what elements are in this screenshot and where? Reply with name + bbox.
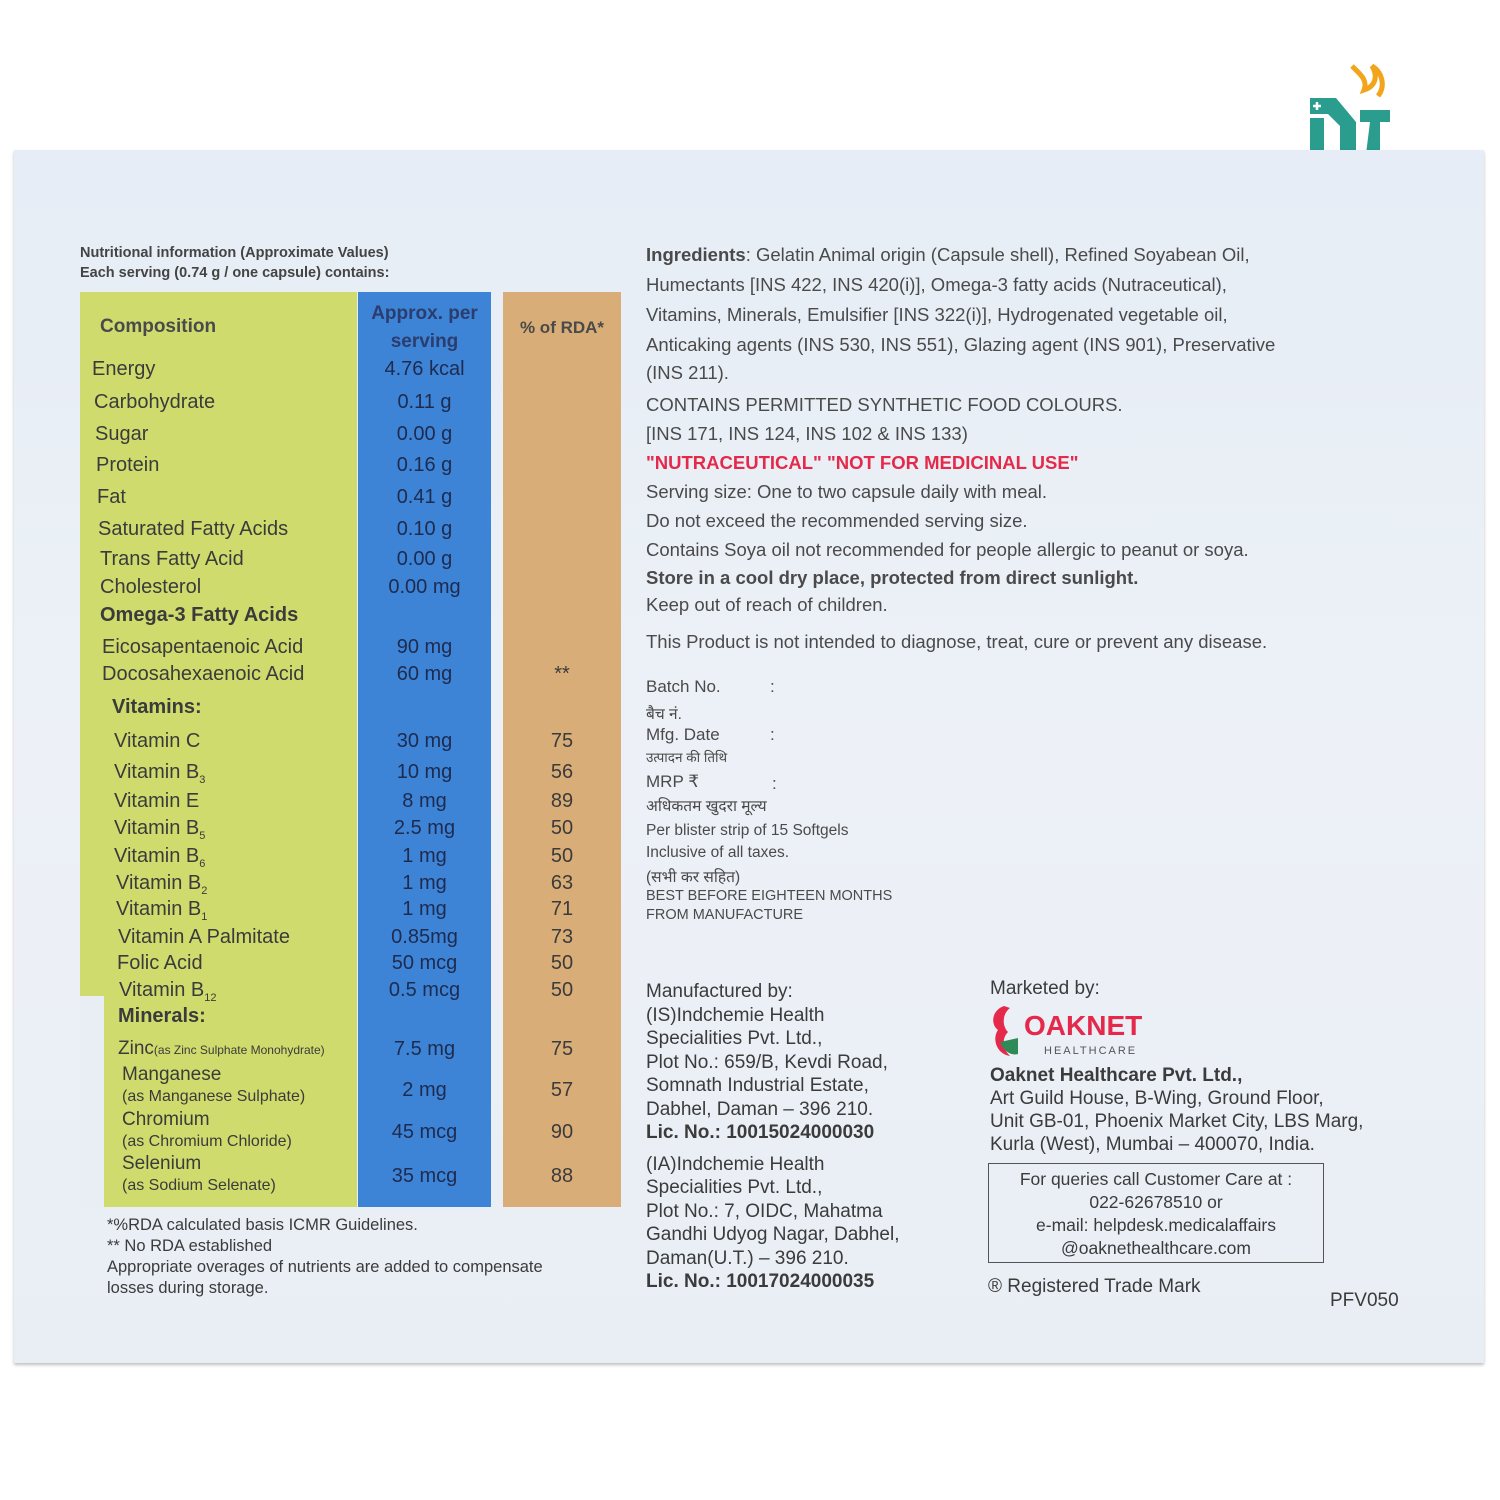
- nutrition-row: [0, 548, 640, 576]
- mineral-note: (as Manganese Sulphate): [122, 1088, 306, 1105]
- ingredients-line1: Ingredients: Gelatin Animal origin (Capsule shell), Refined Soyabean Oil,: [646, 244, 1250, 265]
- nutrition-row: [0, 663, 640, 691]
- nutrition-heading: [80, 243, 389, 283]
- nutraceutical-warning: "NUTRACEUTICAL" "NOT FOR MEDICINAL USE": [646, 452, 1079, 473]
- manufacturer-line: Dabhel, Daman – 396 210.: [646, 1098, 874, 1120]
- nutrient-name: Minerals:: [118, 1005, 206, 1027]
- mineral-value: 45 mcg: [391, 1121, 458, 1143]
- nutrition-row: [0, 790, 640, 818]
- nutrition-row: [0, 872, 640, 900]
- nutrient-name: Vitamin $B_6$: [114, 845, 206, 870]
- nutrient-value: 1 mg: [402, 845, 447, 867]
- approx-header-line1: Approx. per: [371, 303, 478, 324]
- customer-care-email: e-mail: helpdesk.medicalaffairs: [1036, 1215, 1276, 1235]
- nutrient-value: 0.00 mg: [388, 576, 461, 598]
- exceed-warning: Do not exceed the recommended serving size.: [646, 510, 1028, 531]
- footnote: ** No RDA established: [107, 1237, 273, 1255]
- nutrient-name: Energy: [92, 358, 156, 380]
- nutrient-name: Docosahexaenoic Acid: [102, 663, 305, 685]
- serving-size: Serving size: One to two capsule daily with meal.: [646, 481, 1048, 502]
- nutrient-rda: 56: [550, 761, 574, 783]
- nutrition-row: [0, 696, 640, 724]
- nutrition-row: [0, 391, 640, 419]
- nutrition-row: [0, 423, 640, 451]
- manufacturer-line: Plot No.: 7, OIDC, Mahatma: [646, 1200, 883, 1222]
- nutrition-row: [0, 604, 640, 632]
- nutrition-row: [0, 730, 640, 758]
- nutrient-name: Vitamin $B_3$: [114, 761, 206, 786]
- colours-ins: [INS 171, INS 124, INS 102 & INS 133): [646, 423, 968, 444]
- manufacturer-license: Lic. No.: 10015024000030: [646, 1122, 875, 1143]
- children-warning: Keep out of reach of children.: [646, 594, 888, 615]
- manufacturer-line: (IS)Indchemie Health: [646, 1004, 825, 1026]
- manufacturer-line: Specialities Pvt. Ltd.,: [646, 1177, 823, 1198]
- nutrient-subscript: 2: [201, 885, 208, 897]
- customer-care-box: [988, 1163, 1324, 1263]
- nutrition-heading-line2: Each serving (0.74 g / one capsule) contains:: [80, 265, 390, 281]
- nutrition-row: [0, 576, 640, 604]
- marketer-address-line: Unit GB-01, Phoenix Market City, LBS Marg,: [990, 1111, 1364, 1132]
- nutrient-value: 50 mcg: [391, 952, 458, 974]
- batch-label-hindi: बैच नं.: [646, 706, 682, 723]
- trademark-note: ® Registered Trade Mark: [988, 1276, 1201, 1297]
- mfg-date-hindi: उत्पादन की तिथि: [646, 750, 728, 765]
- nutrition-row: [0, 845, 640, 873]
- nutrient-value: 8 mg: [402, 790, 447, 812]
- nutrient-name: Folic Acid: [117, 952, 203, 974]
- nutrient-name: Vitamin $B_{12}$: [119, 979, 217, 1004]
- nutrient-value: 2.5 mg: [393, 817, 456, 839]
- nutrient-value: 1 mg: [402, 872, 447, 894]
- nutrient-rda: 75: [550, 730, 574, 752]
- nutrient-value: 0.85mg: [391, 926, 458, 948]
- nutrient-name: Saturated Fatty Acids: [98, 518, 289, 540]
- nutrient-value: 0.41 g: [396, 486, 453, 508]
- oaknet-logo: [990, 1002, 1170, 1060]
- nutrient-value: 0.00 g: [396, 423, 453, 445]
- batch-colon: :: [770, 677, 775, 696]
- mineral-label: Zinc: [118, 1038, 154, 1059]
- mineral-value: 2 mg: [402, 1079, 447, 1101]
- nutrient-name: Vitamins:: [112, 696, 202, 718]
- taxes-info: Inclusive of all taxes.: [646, 844, 790, 861]
- mineral-value: 7.5 mg: [393, 1038, 456, 1060]
- nutrient-value: 90 mg: [396, 636, 453, 658]
- manufacturer-line: Somnath Industrial Estate,: [646, 1075, 869, 1096]
- mineral-label: Chromium: [122, 1109, 210, 1130]
- nutrient-rda: 50: [550, 979, 574, 1001]
- manufacturer-line: Specialities Pvt. Ltd.,: [646, 1028, 823, 1049]
- soya-warning: Contains Soya oil not recommended for people allergic to peanut or soya.: [646, 539, 1249, 560]
- nutrient-subscript: 3: [199, 774, 206, 786]
- nutrition-row: [0, 486, 640, 514]
- marketer-company: Oaknet Healthcare Pvt. Ltd.,: [990, 1065, 1243, 1086]
- mineral-rda: 90: [550, 1121, 574, 1143]
- nutrient-value: 60 mg: [396, 663, 453, 685]
- mrp-label: MRP ₹: [646, 772, 700, 791]
- mfg-date-label: Mfg. Date: [646, 725, 720, 744]
- manufacturer-line: Daman(U.T.) – 396 210.: [646, 1247, 849, 1269]
- nutrition-row: [0, 761, 640, 789]
- taxes-hindi: (सभी कर सहित): [646, 869, 741, 886]
- nutrition-row: [0, 979, 640, 1007]
- mineral-rda: 57: [550, 1079, 574, 1101]
- oaknet-logo-text: OAKNET: [1024, 1010, 1143, 1041]
- customer-care-phone: 022-62678510 or: [1089, 1192, 1223, 1212]
- ingredients-label: Ingredients: [646, 244, 746, 265]
- nutrient-name: Vitamin C: [114, 730, 201, 752]
- mineral-value: 35 mcg: [391, 1165, 458, 1187]
- mineral-value-row: [0, 1165, 640, 1193]
- manufacturer-line: Gandhi Udyog Nagar, Dabhel,: [646, 1224, 900, 1245]
- nutrient-name: Vitamin $B_5$: [114, 817, 206, 842]
- marketer-title: Marketed by:: [990, 978, 1100, 999]
- nutrient-subscript: 12: [204, 992, 217, 1004]
- manufacturer-line: (IA)Indchemie Health: [646, 1153, 825, 1175]
- nutrition-heading-line1: Nutritional information (Approximate Values): [80, 245, 389, 261]
- nutrient-value: 0.00 g: [396, 548, 453, 570]
- nutrient-subscript: 1: [201, 911, 208, 923]
- nutrient-rda: 50: [550, 952, 574, 974]
- nutrient-name: Omega-3 Fatty Acids: [100, 604, 299, 626]
- footnote: *%RDA calculated basis ICMR Guidelines.: [107, 1216, 418, 1234]
- nutrient-name: Protein: [96, 454, 160, 476]
- nutrient-name: Cholesterol: [100, 576, 202, 598]
- mineral-label: Selenium: [122, 1153, 202, 1174]
- mineral-rda: 75: [550, 1038, 574, 1060]
- customer-care-line: For queries call Customer Care at :: [1019, 1169, 1293, 1189]
- marketer-address-line: Kurla (West), Mumbai – 400070, India.: [990, 1134, 1315, 1155]
- ingredients-line5: (INS 211).: [646, 362, 729, 383]
- nutrient-rda: 63: [550, 872, 574, 894]
- nutrient-rda: 50: [550, 817, 574, 839]
- nutrition-row: [0, 358, 640, 386]
- product-code: PFV050: [1330, 1290, 1399, 1311]
- marketer-address: [990, 1064, 1363, 1156]
- mineral-note: (as Zinc Sulphate Monohydrate): [153, 1043, 325, 1057]
- mineral-note: (as Chromium Chloride): [122, 1133, 292, 1150]
- nutrition-footnotes: [107, 1215, 543, 1299]
- nutrient-rda: 71: [550, 898, 574, 920]
- nutrient-rda: 50: [550, 845, 574, 867]
- colours-statement: CONTAINS PERMITTED SYNTHETIC FOOD COLOURS.: [646, 394, 1123, 415]
- nutrient-value: 0.16 g: [396, 454, 453, 476]
- nutrient-name: Carbohydrate: [94, 391, 216, 413]
- strip-info: Per blister strip of 15 Softgels: [646, 822, 849, 839]
- nutrient-value: 0.5 mcg: [388, 979, 461, 1001]
- nutrient-value: 0.11 g: [397, 391, 452, 413]
- disclaimer: This Product is not intended to diagnose, treat, cure or prevent any disease.: [646, 631, 1268, 652]
- nutrient-rda: 73: [550, 926, 574, 948]
- manufacturer-title: Manufactured by:: [646, 981, 793, 1002]
- mineral-value-row: [0, 1121, 640, 1149]
- nutrient-rda: **: [554, 663, 570, 685]
- mineral-note: (as Sodium Selenate): [122, 1177, 276, 1194]
- nutrient-subscript: 5: [199, 830, 206, 842]
- mrp-colon: :: [772, 774, 777, 793]
- marketer-address-line: Art Guild House, B-Wing, Ground Floor,: [990, 1088, 1324, 1109]
- mineral-rda: 88: [550, 1165, 574, 1187]
- nutrient-name: Sugar: [95, 423, 149, 445]
- storage-instruction: Store in a cool dry place, protected from direct sunlight.: [646, 567, 1139, 588]
- best-before-line1: BEST BEFORE EIGHTEEN MONTHS: [646, 888, 893, 904]
- composition-header: Composition: [100, 316, 217, 337]
- approx-header-line2: serving: [390, 331, 459, 352]
- mineral-value-row: [0, 1079, 640, 1107]
- nutrient-rda: 89: [550, 790, 574, 812]
- nutrition-row: [0, 454, 640, 482]
- mfg-colon: :: [770, 725, 775, 744]
- nutrient-value: 4.76 kcal: [384, 358, 465, 380]
- ingredients-line4: Anticaking agents (INS 530, INS 551), Glazing agent (INS 901), Preservative: [646, 334, 1276, 355]
- nutrition-row: [0, 898, 640, 926]
- nutrition-row: [0, 926, 640, 954]
- manufacturer-line: Plot No.: 659/B, Kevdi Road,: [646, 1051, 888, 1073]
- nutrition-row: [0, 1005, 640, 1033]
- batch-label: Batch No.: [646, 677, 721, 696]
- nutrient-name: Eicosapentaenoic Acid: [102, 636, 304, 658]
- rda-header: % of RDA*: [519, 318, 605, 337]
- mineral-value-row: [0, 1038, 640, 1066]
- footnote: losses during storage.: [107, 1279, 269, 1297]
- manufacturer-block: [646, 980, 900, 1294]
- nutrient-name: Vitamin A Palmitate: [118, 926, 290, 948]
- nutrient-name: Trans Fatty Acid: [100, 548, 244, 570]
- nutrient-name: Vitamin E: [114, 790, 200, 812]
- ingredients-line3: Vitamins, Minerals, Emulsifier [INS 322(i)], Hydrogenated vegetable oil,: [646, 304, 1228, 325]
- best-before-line2: FROM MANUFACTURE: [646, 907, 804, 923]
- mrp-hindi: अधिकतम खुदरा मूल्य: [646, 798, 767, 815]
- oaknet-logo-subtext: HEALTHCARE: [1044, 1045, 1138, 1057]
- nutrient-name: Vitamin $B_2$: [116, 872, 208, 897]
- manufacturer-license: Lic. No.: 10017024000035: [646, 1271, 875, 1292]
- customer-care-email-domain: @oaknethealthcare.com: [1061, 1238, 1251, 1258]
- nutrient-value: 10 mg: [396, 761, 453, 783]
- nutrient-subscript: 6: [199, 858, 206, 870]
- approx-header: [358, 300, 491, 356]
- nutrition-row: [0, 817, 640, 845]
- ingredients-line2: Humectants [INS 422, INS 420(i)], Omega-3 fatty acids (Nutraceutical),: [646, 274, 1227, 295]
- mineral-label: Manganese: [122, 1064, 222, 1085]
- nutrition-row: [0, 518, 640, 546]
- nutrient-name: Fat: [97, 486, 126, 508]
- nutrient-value: 30 mg: [396, 730, 453, 752]
- footnote: Appropriate overages of nutrients are added to compensate: [107, 1258, 543, 1276]
- nutrient-value: 0.10 g: [396, 518, 453, 540]
- nutrition-row: [0, 952, 640, 980]
- nutrition-row: [0, 636, 640, 664]
- nutrient-value: 1 mg: [402, 898, 447, 920]
- nutrient-name: Vitamin $B_1$: [116, 898, 208, 923]
